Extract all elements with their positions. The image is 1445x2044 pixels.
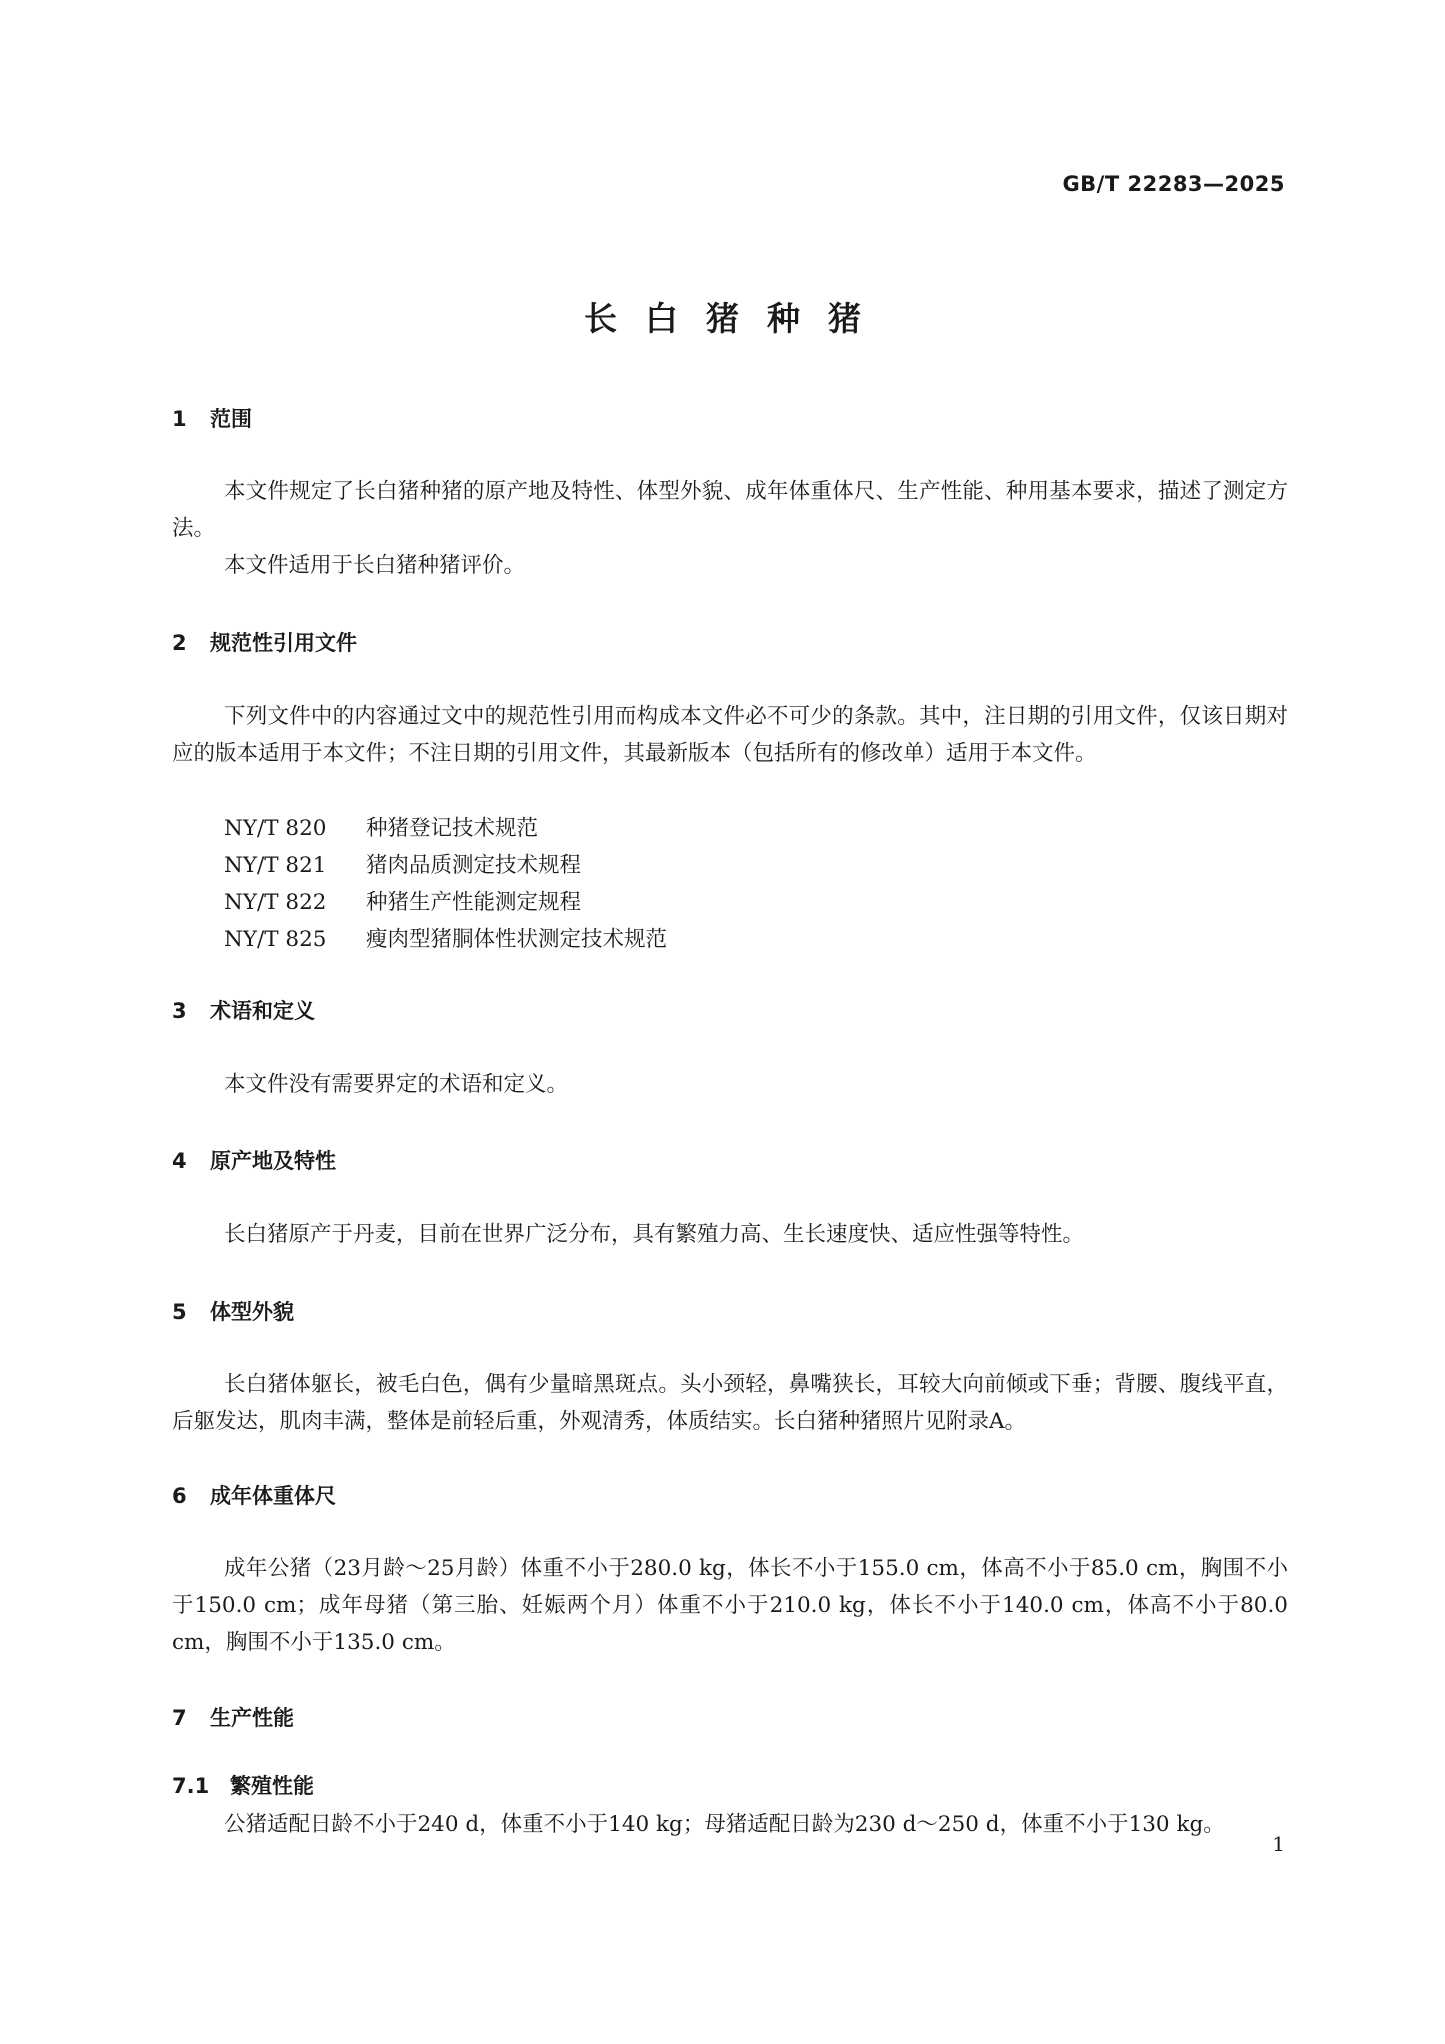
section-number: 3 [172, 999, 187, 1023]
section-heading-production-performance [172, 1702, 294, 1732]
section-number: 2 [172, 631, 187, 655]
section-number: 7 [172, 1706, 187, 1730]
section-number: 1 [172, 407, 187, 431]
section-number: 4 [172, 1149, 187, 1173]
section-number: 5 [172, 1300, 187, 1324]
section-title: 体型外貌 [210, 1300, 294, 1324]
origin-paragraph: 长白猪原产于丹麦，目前在世界广泛分布，具有繁殖力高、生长速度快、适应性强等特性。 [224, 1222, 1085, 1247]
section-title: 生产性能 [210, 1706, 294, 1730]
reference-code: NY/T 822 [224, 890, 327, 915]
scope-paragraph-2: 本文件适用于长白猪种猪评价。 [224, 553, 526, 578]
document-title: 长白猪种猪 [584, 299, 889, 338]
section-heading-appearance [172, 1296, 294, 1326]
section-heading-origin [172, 1145, 336, 1175]
reference-item [224, 810, 667, 847]
reference-title: 种猪生产性能测定规程 [366, 890, 582, 915]
reproductive-performance-paragraph: 公猪适配日龄不小于240 d，体重不小于140 kg；母猪适配日龄为230 d～250 d，体重不小于130 kg。 [224, 1812, 1225, 1837]
reference-list [224, 810, 667, 958]
reference-title: 瘦肉型猪胴体性状测定技术规范 [366, 927, 668, 952]
standard-number: GB/T 22283—2025 [1062, 172, 1285, 196]
reference-item [224, 847, 667, 884]
section-title: 规范性引用文件 [210, 631, 357, 655]
page-number: 1 [1272, 1832, 1285, 1856]
reference-code: NY/T 820 [224, 816, 327, 841]
section-heading-terms [172, 995, 315, 1025]
section-number: 6 [172, 1484, 187, 1508]
body-measurements-paragraph: 成年公猪（23月龄～25月龄）体重不小于280.0 kg，体长不小于155.0 cm，体高不小于85.0 cm，胸围不小于150.0 cm；成年母猪（第三胎、妊娠两个月）体重不小于210.0 kg，体长不小于140.0 cm，体高不小于80.0 cm，胸围不小于135.0 cm。 [172, 1556, 1288, 1655]
appearance-paragraph: 长白猪体躯长，被毛白色，偶有少量暗黑斑点。头小颈轻，鼻嘴狭长，耳较大向前倾或下垂；背腰、腹线平直，后躯发达，肌肉丰满，整体是前轻后重，外观清秀，体质结实。长白猪种猪照片见附录A。 [172, 1372, 1288, 1434]
reference-item [224, 884, 667, 921]
reference-code: NY/T 821 [224, 853, 327, 878]
reference-title: 猪肉品质测定技术规程 [366, 853, 582, 878]
reference-item [224, 921, 667, 958]
reference-code: NY/T 825 [224, 927, 327, 952]
scope-paragraph-1: 本文件规定了长白猪种猪的原产地及特性、体型外貌、成年体重体尺、生产性能、种用基本要求，描述了测定方法。 [172, 479, 1288, 541]
reference-title: 种猪登记技术规范 [366, 816, 539, 841]
section-heading-scope [172, 403, 252, 433]
section-heading-normative-references [172, 627, 357, 657]
subsection-heading-reproductive-performance [172, 1770, 314, 1800]
section-title: 范围 [210, 407, 252, 431]
section-title: 原产地及特性 [210, 1149, 336, 1173]
section-title: 繁殖性能 [230, 1774, 314, 1798]
references-intro-paragraph: 下列文件中的内容通过文中的规范性引用而构成本文件必不可少的条款。其中，注日期的引用文件，仅该日期对应的版本适用于本文件；不注日期的引用文件，其最新版本（包括所有的修改单）适用于本文件。 [172, 704, 1288, 766]
section-heading-adult-body-measurements [172, 1480, 336, 1510]
section-number: 7.1 [172, 1774, 210, 1798]
terms-paragraph: 本文件没有需要界定的术语和定义。 [224, 1072, 569, 1097]
section-title: 术语和定义 [210, 999, 315, 1023]
section-title: 成年体重体尺 [210, 1484, 336, 1508]
